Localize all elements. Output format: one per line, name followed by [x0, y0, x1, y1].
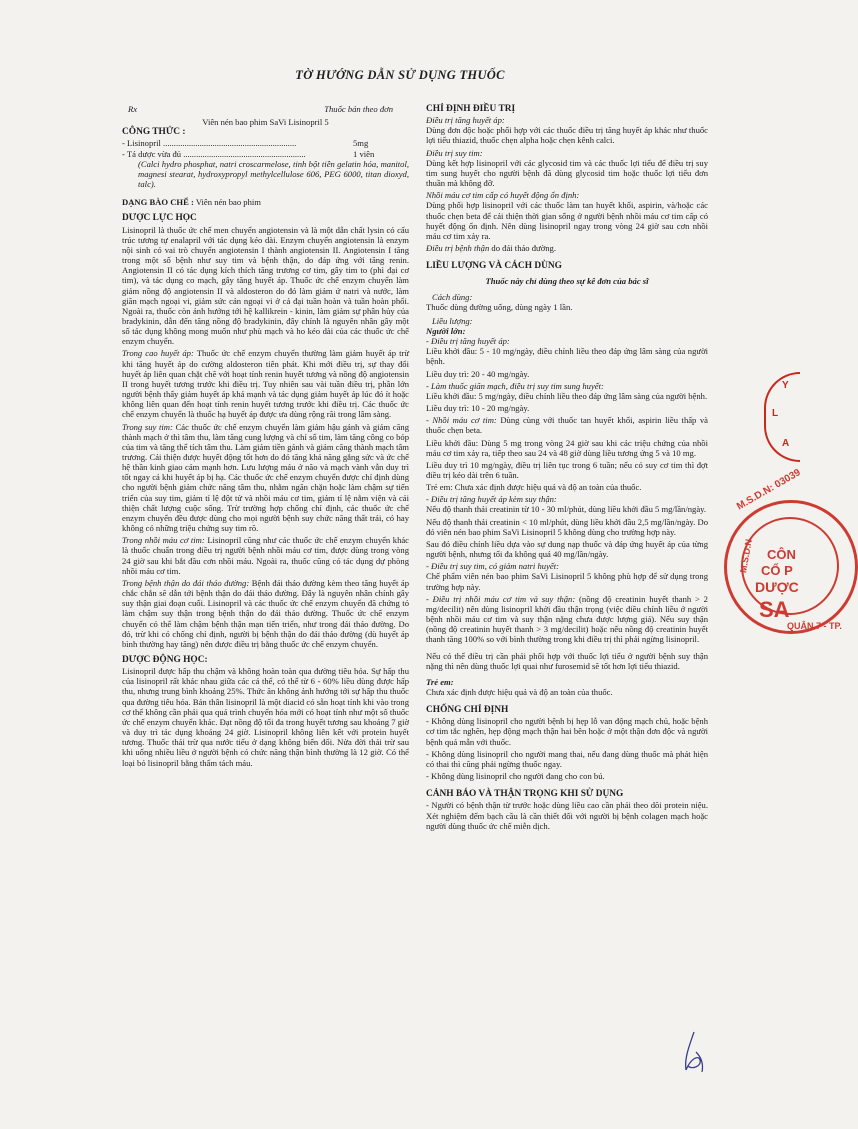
stamp-ring-top: M.S.D.N: 03039 [735, 467, 803, 513]
children-text: Chưa xác định được hiệu quả và độ an toàn của thuốc. [426, 686, 613, 697]
pd-hypertension [122, 348, 409, 419]
contraindication-item: - Không dùng lisinopril cho người bệnh bị hẹp lỗ van động mạch chủ, hoặc bệnh cơ tim tắc nghẽn, hẹp động mạch thận hai bên hoặc ở một thận đơn độc và người bệnh quá mẫn với thuốc. [426, 716, 708, 747]
contraindication-item: - Không dùng lisinopril cho người đang cho con bú. [426, 771, 605, 782]
stamp-ring-bottom: QUẬN 7 - TP. [787, 621, 842, 631]
ind-nephropathy-text: do đái tháo đường. [491, 243, 556, 254]
edge-stamp-letter: Y [782, 380, 789, 391]
dose-label: Liều lượng: [432, 315, 473, 326]
dose-mi-renal-label: - Điều trị nhồi máu cơ tim và suy thận: [426, 593, 576, 604]
warnings-heading: CẢNH BÁO VÀ THẬN TRỌNG KHI SỬ DỤNG [426, 789, 624, 800]
product-name-text: Viên nén bao phim SaVi Lisinopril 5 [202, 117, 329, 128]
dose-mi [426, 415, 708, 435]
dose-hypertension-label: - Điều trị tăng huyết áp: [426, 336, 510, 347]
dose-mi-label: - Nhồi máu cơ tim: [426, 415, 497, 426]
pharmacokinetics-heading: DƯỢC ĐỘNG HỌC: [122, 654, 208, 665]
stamp-line-3: DƯỢC [755, 579, 799, 595]
rx-mark: Rx [128, 104, 138, 114]
pharmacodynamics-intro: Lisinopril là thuốc ức chế men chuyển angiotensin và là một dẫn chất lysin có cấu trúc tương tự enalapril với tác dụng kéo dài. Enzym chuyển angiotensin là enzym nội sinh có vai trò chuyển angiotensin I thành angiotensin II. Angiotensin I tăng trong một số bệnh như suy tim và bệnh thận, do đáp ứng với tăng renin. Angiotensin II có tác dụng kích thích tăng trương cơ tim, gây tim to (phì đại cơ tim), và tác dụng co mạch, gây tăng huyết áp. Thuốc ức chế enzym chuyển làm giảm nồng độ angiotensin II và aldosteron do đó làm giảm ứ natri và nước, làm giãn mạch ngoại vi, giảm sức cản ngoại vi ở cả đại tuần hoàn và tuần hoàn phổi. Ngoài ra, thuốc còn ảnh hưởng tới hệ kallikrein - kinin, làm giảm sự phân hủy của bradykinin, dẫn đến tăng nồng độ bradykinin, đây chính là nguyên nhân gây một số tác dụng không mong muốn như phù mạch và ho kéo dài của các thuốc ức chế enzym chuyển. [122, 224, 409, 347]
dose-heart-failure-maint: Liều duy trì: 10 - 20 mg/ngày. [426, 403, 530, 414]
pd-mi-label: Trong nhồi máu cơ tim: [122, 535, 205, 546]
formula-row [122, 138, 409, 148]
stamp-line-4: SA [759, 597, 790, 622]
dose-renal-1: Nếu độ thanh thải creatinin từ 10 - 30 ml/phút, dùng liều khởi đầu 5 mg/lần/ngày. [426, 504, 707, 515]
formula-row [122, 149, 409, 159]
contraindication-item: - Không dùng lisinopril cho người mang thai, nếu đang dùng thuốc mà phát hiện có thai thì cũng phải ngừng thuốc ngay. [426, 748, 708, 769]
dose-children: Trẻ em: Chưa xác định được hiệu quả và độ an toàn của thuốc. [426, 482, 642, 493]
right-column [426, 104, 708, 833]
ind-nephropathy [426, 243, 708, 253]
children-label: Trẻ em: [426, 676, 454, 687]
pharmacokinetics-text: Lisinopril được hấp thu chậm và không hoàn toàn qua đường tiêu hóa. Sự hấp thu của lisinopril rất khác nhau giữa các cá thể, có thể từ 6 - 60% liều dùng được hấp thu, nhưng trung bình khoảng 25%. Thức ăn không ảnh hưởng tới sự hấp thu thuốc qua đường tiêu hóa. Bản thân lisinopril là một diacid có sẵn hoạt tính khi vào trong cơ thể không cần phải qua quá trình chuyển hóa mới có hoạt tính như một số thuốc ức chế enzym chuyển khác. Đạt nồng độ tối đa trong huyết tương sau khoảng 7 giờ và duy trì tác dụng khoảng 24 giờ. Lisinopril không liên kết với protein huyết tương. Thuốc thải trừ qua nước tiểu ở dạng không biến đổi. Nửa đời thải trừ sau khi uống nhiều liều ở người bệnh có chức năng thận bình thường là 12 giờ. Có thể loại bỏ lisinopril bằng thẩm tách máu. [122, 666, 409, 768]
administration-text: Thuốc dùng đường uống, dùng ngày 1 lần. [426, 301, 573, 312]
warnings-text: - Người có bệnh thận từ trước hoặc dùng liều cao cần phải theo dõi protein niệu. Xét nghiệm đếm bạch cầu là cần thiết đối với người bị bệnh colagen mạch hoặc người dùng thuốc ức chế miễn dịch. [426, 800, 708, 831]
dose-heart-failure-label: - Làm thuốc giãn mạch, điều trị suy tim sung huyết: [426, 380, 604, 391]
dose-heart-failure-start: Liều khởi đầu: 5 mg/ngày, điều chỉnh liều theo đáp ứng lâm sàng của người bệnh. [426, 390, 708, 401]
prescription-note: Thuốc bán theo đơn [324, 104, 393, 114]
ind-hypertension-label: Điều trị tăng huyết áp: [426, 115, 505, 126]
stamp-ring-left: M.S.D.N [738, 538, 754, 574]
indications-heading: CHỈ ĐỊNH ĐIỀU TRỊ [426, 104, 516, 114]
pd-heart-failure-text: Các thuốc ức chế enzym chuyển làm giảm hậu gánh và giảm căng thành mạch ở thì tâm thu, làm tăng cung lượng và chỉ số tim, làm tăng công co bóp của tim và tăng thể tích tâm thu. Làm giảm tiền gánh và giảm căng thành mạch tâm trương. Cải thiện được huyết động tốt hơn do đó tăng khả năng gắng sức và ức chế hệ thần kinh giao cảm mạnh hơn. Lưu lượng máu ở não và mạch vành vẫn duy trì tốt ngay cả khi huyết áp bị hạ. Các thuốc ức chế enzym chuyển được chỉ định dùng cho người bệnh giảm chức năng tâm thu, nhằm ngăn chặn hoặc làm chậm sự tiến triển của suy tim, giảm tỉ lệ đột tử và nhồi máu cơ tim, giảm tỉ lệ nằm viện và cải thiện chất lượng cuộc sống. Trừ trường hợp chống chỉ định, các thuốc ức chế enzym chuyển đều được dùng cho mọi người bệnh suy chức năng thất trái, có hay không có những triệu chứng suy tim rõ. [122, 421, 409, 534]
stamp-line-2: CỔ P [761, 563, 793, 578]
ind-hypertension-text: Dùng đơn độc hoặc phối hợp với các thuốc điều trị tăng huyết áp khác như thuốc lợi tiểu thiazid, thuốc chẹn alpha hoặc chẹn kênh calci. [426, 125, 708, 146]
edge-stamp-letter: L [772, 408, 779, 419]
formula-amount: 5mg [353, 138, 369, 149]
dosage-form-label: DẠNG BÀO CHẾ : [122, 197, 194, 208]
product-name [122, 117, 409, 127]
rx-row [122, 104, 409, 114]
formula-amount: 1 viên [353, 148, 375, 159]
dosage-heading: LIỀU LƯỢNG VÀ CÁCH DÙNG [426, 261, 562, 272]
pd-diabetic-nephropathy [122, 578, 409, 649]
formula-list [122, 138, 409, 158]
formula-ingredient: - Tá dược vừa đủ ......................................................... [122, 148, 306, 159]
ind-heart-failure-text: Dùng kết hợp lisinopril với các glycosid tim và các thuốc lợi tiểu để điều trị suy tim sung huyết cho người bệnh đã dùng glycosid tim hoặc thuốc lợi tiểu đơn thuần mà không đỡ. [426, 157, 708, 189]
formula-ingredient: - Lisinopril .............................................................. [122, 138, 297, 149]
dose-hypertension-start: Liều khởi đầu: 5 - 10 mg/ngày, điều chỉnh liều theo đáp ứng lâm sàng của người bệnh. [426, 346, 708, 367]
edge-stamp [764, 372, 800, 462]
company-stamp [724, 467, 858, 634]
dosage-form-value: Viên nén bao phim [195, 197, 261, 208]
pd-hypertension-label: Trong cao huyết áp: [122, 348, 194, 359]
dose-mi-renal-text: (nồng độ creatinin huyết thanh > 2 mg/decilit) nên dùng lisinopril khởi đầu thận trọng (việc điều chỉnh liều ở người bệnh nhồi máu cơ tim và suy thận nặng chưa được lượng giá). Nếu suy thận (nồng độ creatinin huyết thanh > 3 mg/decilit) hoặc nếu nồng độ creatinin huyết thanh tăng 100% so với bình thường trong khi điều trị thì phải ngừng lisinopril. [426, 593, 708, 645]
administration-label: Cách dùng: [432, 291, 473, 302]
document-title: TỜ HƯỚNG DẪN SỬ DỤNG THUỐC [295, 68, 505, 82]
pd-heart-failure [122, 422, 409, 534]
left-column [122, 104, 409, 770]
dose-mi-renal [426, 594, 708, 645]
formula-heading: CÔNG THỨC : [122, 127, 186, 138]
dose-mi-start: Liều khởi đầu: Dùng 5 mg trong vòng 24 giờ sau khi các triệu chứng của nhồi máu cơ tim xảy ra, tiếp theo sau 24 và 48 giờ dùng liều tương ứng 5 và 10 mg. [426, 437, 708, 458]
contraindications-heading: CHỐNG CHỈ ĐỊNH [426, 705, 509, 716]
dose-hyponatremia-label: - Điều trị suy tim, có giảm natri huyết: [426, 561, 559, 572]
stamp-line-1: CÔN [767, 547, 796, 562]
ind-nephropathy-label: Điều trị bệnh thận [426, 243, 490, 254]
dose-hypertension-maint: Liều duy trì: 20 - 40 mg/ngày. [426, 368, 530, 379]
ind-mi-text: Dùng phối hợp lisinopril với các thuốc làm tan huyết khối, aspirin, và/hoặc các thuốc chẹn beta để cải thiện thời gian sống ở người bệnh nhồi máu cơ tim cấp có huyết động ổn định. Nên dùng lisinopril ngay trong vòng 24 giờ sau cơn nhồi máu cơ tim xảy ra. [426, 200, 708, 241]
edge-stamp-letter: A [782, 438, 790, 449]
ind-heart-failure-label: Điều trị suy tim: [426, 147, 483, 158]
dose-diuretic-note: Nếu có thể điều trị cần phải phối hợp với thuốc lợi tiểu ở người bệnh suy thận nặng thì nên dùng thuốc lợi quai như furosemid sẽ tốt hơn lợi tiểu thiazid. [426, 650, 708, 671]
dose-renal-label: - Điều trị tăng huyết áp kèm suy thận: [426, 494, 557, 505]
dose-renal-3: Sau đó điều chỉnh liều dựa vào sự dung nạp thuốc và đáp ứng huyết áp của từng người bệnh, nhưng tối đa không quá 40 mg/lần/ngày. [426, 538, 708, 560]
excipients-list: (Calci hydro phosphat, natri croscarmelose, tinh bột tiền gelatin hóa, manitol, magnesi stearat, hydroxypropyl methylcellulose 606, PEG 6000, titan dioxyd, talc). [138, 158, 409, 190]
pd-hypertension-text: Thuốc ức chế enzym chuyển thường làm giảm huyết áp trừ khi tăng huyết áp do cường aldosteron tiên phát. Khi mới điều trị, sự thay đổi huyết áp liên quan chặt chẽ với hoạt tính renin huyết tương và nồng độ angiotensin II trong huyết tương trước khi điều trị. Tuy nhiên sau vài tuần điều trị, phần lớn người bệnh thấy giảm huyết áp khá mạnh và tác dụng giảm huyết áp lúc đó ít hoặc không liên quan đến hoạt tính renin huyết tương trước khi điều trị. Các thuốc ức chế enzym chuyển là thuốc hạ huyết áp được ưa dùng rộng rãi trong lâm sàng. [122, 348, 410, 420]
ind-mi-label: Nhồi máu cơ tim cấp có huyết động ổn định: [426, 190, 580, 201]
pd-dn-label: Trong bệnh thận do đái tháo đường: [122, 577, 250, 588]
dosage-note: Thuốc này chỉ dùng theo sự kê đơn của bác sĩ [485, 276, 649, 287]
pd-heart-failure-label: Trong suy tim: [122, 421, 173, 432]
dose-renal-2: Nếu độ thanh thải creatinin < 10 ml/phút, dùng liều khởi đầu 2,5 mg/lần/ngày. Do đó viên nén bao phim SaVi Lisinopril 5 không dùng cho trường hợp này. [426, 516, 708, 537]
dose-hyponatremia-text: Chế phẩm viên nén bao phim SaVi Lisinopril 5 không phù hợp để sử dụng trong trường hợp này. [426, 571, 708, 592]
signature-mark [678, 1030, 708, 1074]
adult-label: Người lớn: [426, 325, 466, 336]
pd-myocardial-infarction [122, 535, 409, 576]
dose-mi-maint: Liều duy trì 10 mg/ngày, điều trị liên tục trong 6 tuần; nếu có suy cơ tim thì đợt điều trị kéo dài trên 6 tuần. [426, 459, 708, 480]
pharmacodynamics-heading: DƯỢC LỰC HỌC [122, 213, 197, 224]
dose-mi-intro: Dùng cùng với thuốc tan huyết khối, aspirin liều thấp và thuốc chẹn beta. [426, 415, 708, 436]
pd-mi-text: Lisinopril cũng như các thuốc ức chế enzym chuyển khác là thuốc chuẩn trong điều trị người bệnh nhồi máu cơ tim, được dùng trong vòng 24 giờ sau khi bắt đầu cơn nhồi máu. Ngoài ra, thuốc cũng có tác dụng dự phòng nhồi máu cơ tim. [122, 535, 409, 576]
dosage-form-row [122, 197, 409, 207]
pd-dn-text: Bệnh đái tháo đường kèm theo tăng huyết áp chắc chắn sẽ dẫn tới bệnh thận do đái tháo đường. Đây là nguyên nhân chính gây suy thận giai đoạn cuối. Lisinopril và các thuốc ức chế enzym chuyển đã chứng tỏ làm chậm suy thận trong bệnh thận do đái tháo đường. Thuốc ức chế enzym chuyển có thể làm chậm bệnh thận mạn tiến triển, như trong đái tháo đường. Do đó, trừ khi có chống chỉ định, người bị bệnh thận do đái tháo đường (dù huyết áp bình thường hay tăng) nên được điều trị bằng thuốc ức chế enzym chuyển. [122, 577, 409, 649]
